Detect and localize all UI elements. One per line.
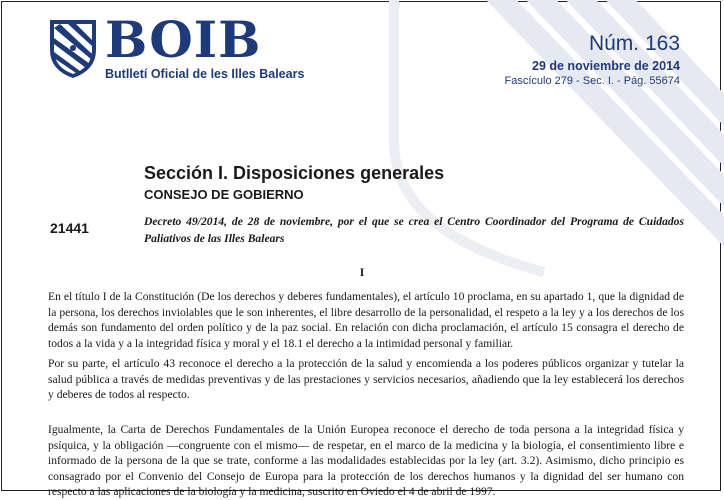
document-number: 21441 xyxy=(50,220,89,236)
issue-info xyxy=(505,32,680,88)
paragraph: Por su parte, el artículo 43 reconoce el derecho a la protección de la salud y encomienda a los poderes públicos organizar y tutelar la salud pública a través de medidas preventivas y de las prestaciones y servicios necesarios, añadiendo que la ley establecerá los derechos y deberes de todos al respecto. xyxy=(48,357,684,402)
section-title: Sección I. Disposiciones generales xyxy=(144,163,445,183)
chapter-numeral: I xyxy=(359,266,365,279)
document-page xyxy=(1,1,721,499)
section-body: CONSEJO DE GOBIERNO xyxy=(144,187,304,202)
paragraph: En el título I de la Constitución (De los derechos y deberes fundamentales), el artículo 10 proclama, en su apartado 1, que la dignidad de la persona, los derechos inviolables que le son inherentes, el libre desarrollo de la personalidad, el respeto a la ley y a los derechos de los demás son fundamento del orden político y de la paz social. En relación con dicha proclamación, el artículo 15 consagra el derecho de todos a la vida y a la integridad física y moral y el 18.1 el derecho a la intimidad personal y familiar. xyxy=(48,290,684,350)
issue-date: 29 de noviembre de 2014 xyxy=(532,59,680,73)
boib-logo-icon xyxy=(46,18,100,80)
decree-title: Decreto 49/2014, de 28 de noviembre, por el que se crea el Centro Coordinador del Programa de Cuidados Paliativos de las Illes Balears xyxy=(144,215,684,245)
brand-subtitle: Butlletí Oficial de les Illes Balears xyxy=(105,67,305,81)
issue-fasciculo: Fascículo 279 - Sec. I. - Pág. 55674 xyxy=(504,75,680,87)
brand-title: BOIB xyxy=(105,10,262,69)
issue-number: Núm. 163 xyxy=(588,32,680,55)
paragraph: Igualmente, la Carta de Derechos Fundamentales de la Unión Europea reconoce el derecho de toda persona a la integridad física y psíquica, y la obligación —congruente con el mismo— de respetar, en el marco de la medicina y la biología, el consentimiento libre e informado de la persona de la que se trate, conforme a las modalidades establecidas por la ley (art. 3.2). Asimismo, dicho principio es consagrado por el Convenio del Consejo de Europa para la protección de los derechos humanos y la dignidad del ser humano con respecto a las aplicaciones de la biología y la medicina, suscrito en Oviedo el 4 de abril de 1997. xyxy=(48,423,684,499)
